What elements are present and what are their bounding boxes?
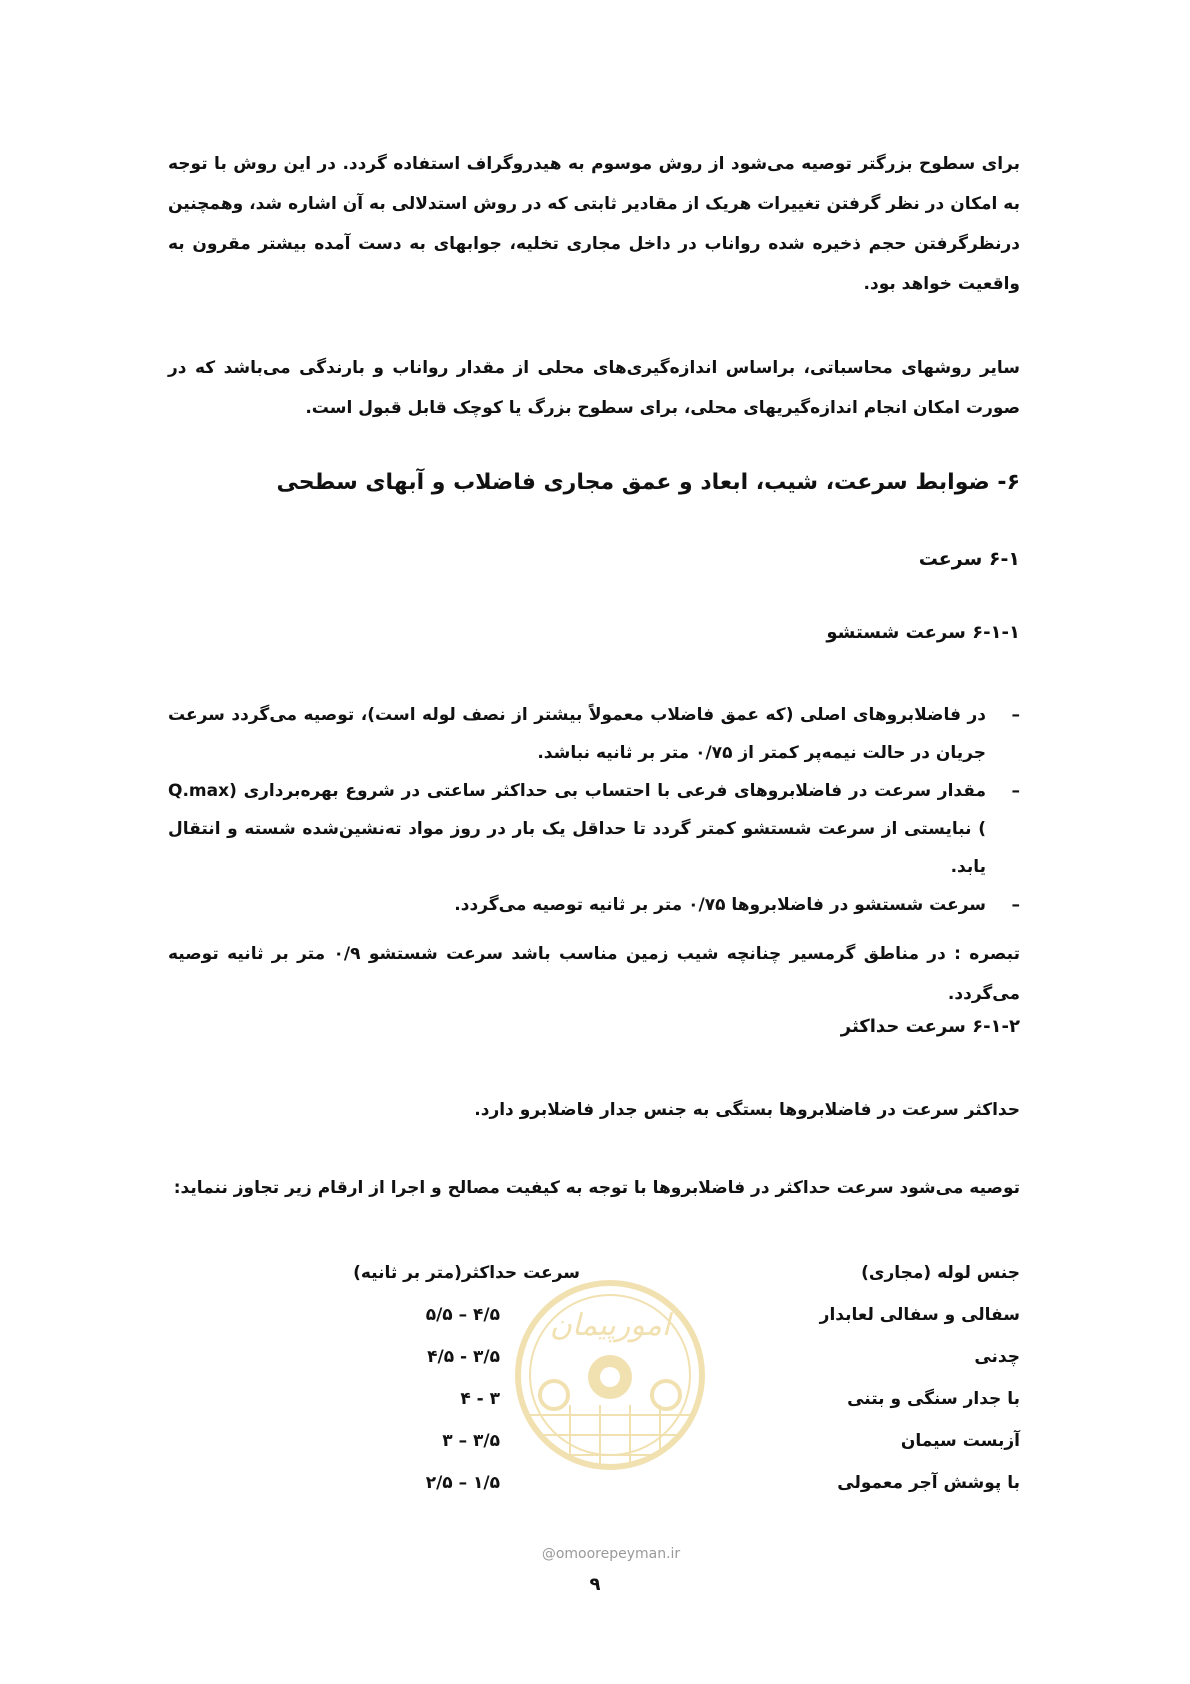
section-heading-6-1-1: ۶-۱-۱ سرعت شستشو [826,622,1020,643]
bullet-marker: – [1011,781,1020,801]
bullet-list [168,696,1020,924]
section-heading-6-1-2: ۶-۱-۲ سرعت حداکثر [840,1016,1020,1037]
paragraph-hydrograph: برای سطوح بزرگتر توصیه می‌شود از روش موسوم به هیدروگراف استفاده گردد. در این روش با توجه به امکان در نظر گرفتن تغییرات هریک از مقادیر ثابتی که در روش استدلالی به آن اشاره شد، وهمچنین درنظرگرفتن حجم ذخیره شده رواناب در داخل مجاری تخلیه، جوابهای به دست آمده بیشتر مقرون به واقعیت خواهد بود. [168,154,1020,294]
watermark-logo-icon [510,1255,710,1545]
table-cell-material: آزبست سیمان [900,1431,1020,1451]
table-header-velocity: سرعت حداکثر(متر بر ثانیه) [353,1263,580,1283]
table-cell-material: با جدار سنگی و بتنی [847,1389,1020,1409]
section-heading-6: ۶- ضوابط سرعت، شیب، ابعاد و عمق مجاری فاضلاب و آبهای سطحی [276,470,1020,495]
paragraph-max-velocity: حداکثر سرعت در فاضلابروها بستگی به جنس جدار فاضلابرو دارد. [474,1100,1020,1120]
list-item [168,772,1020,886]
section-heading-6-1: ۶-۱ سرعت [918,548,1020,570]
note-paragraph: تبصره : در مناطق گرمسیر چنانچه شیب زمین مناسب باشد سرعت شستشو ۰/۹ متر بر ثانیه توصیه می‌گردد. [168,944,1020,1004]
table-header-material: جنس لوله (مجاری) [861,1263,1020,1283]
watermark-site: @omoorepeyman.ir [541,1546,681,1562]
bullet-marker: – [1011,705,1020,725]
page-number: ۹ [589,1574,601,1595]
table-cell-velocity: ۱/۵ – ۲/۵ [425,1473,500,1493]
bullet-text: سرعت شستشو در فاضلابروها ۰/۷۵ متر بر ثانیه توصیه می‌گردد. [454,895,986,915]
paragraph-recommendation: توصیه می‌شود سرعت حداکثر در فاضلابروها با توجه به کیفیت مصالح و اجرا از ارقام زیر تجاوز ننماید: [173,1178,1020,1198]
table-cell-material: چدنی [974,1347,1020,1367]
material-column [760,1252,1020,1504]
table-cell-velocity: ۳/۵ – ۳ [442,1431,500,1451]
list-item [168,886,1020,924]
watermark-logo-text: امورپیمان [549,1308,671,1343]
table-cell-material: با پوشش آجر معمولی [837,1473,1020,1493]
bullet-text: در فاضلابروهای اصلی (که عمق فاضلاب معمولاً بیشتر از نصف لوله است)، توصیه می‌گردد سرعت جریان در حالت نیمه‌پر کمتر از ۰/۷۵ متر بر ثانیه نباشد. [168,705,986,763]
list-item [168,696,1020,772]
table-cell-velocity: ۳/۵ - ۴/۵ [427,1347,500,1367]
paragraph-other-methods: سایر روشهای محاسباتی، براساس اندازه‌گیری‌های محلی از مقدار رواناب و بارندگی می‌باشد که در صورت امکان انجام اندازه‌گیریهای محلی، برای سطوح بزرگ یا کوچک قابل قبول است. [168,358,1020,418]
bullet-text: مقدار سرعت در فاضلابروهای فرعی با احتساب بی حداکثر ساعتی در شروع بهره‌برداری (Q.max ) نبایستی از سرعت شستشو کمتر گردد تا حداقل یک بار در روز مواد ته‌نشین‌شده شسته و انتقال یابد. [168,781,986,877]
bullet-marker: – [1011,895,1020,915]
table-cell-velocity: ۳ - ۴ [460,1389,500,1409]
table-cell-material: سفالی و سفالی لعابدار [819,1305,1020,1325]
table-cell-velocity: ۴/۵ – ۵/۵ [425,1305,500,1325]
